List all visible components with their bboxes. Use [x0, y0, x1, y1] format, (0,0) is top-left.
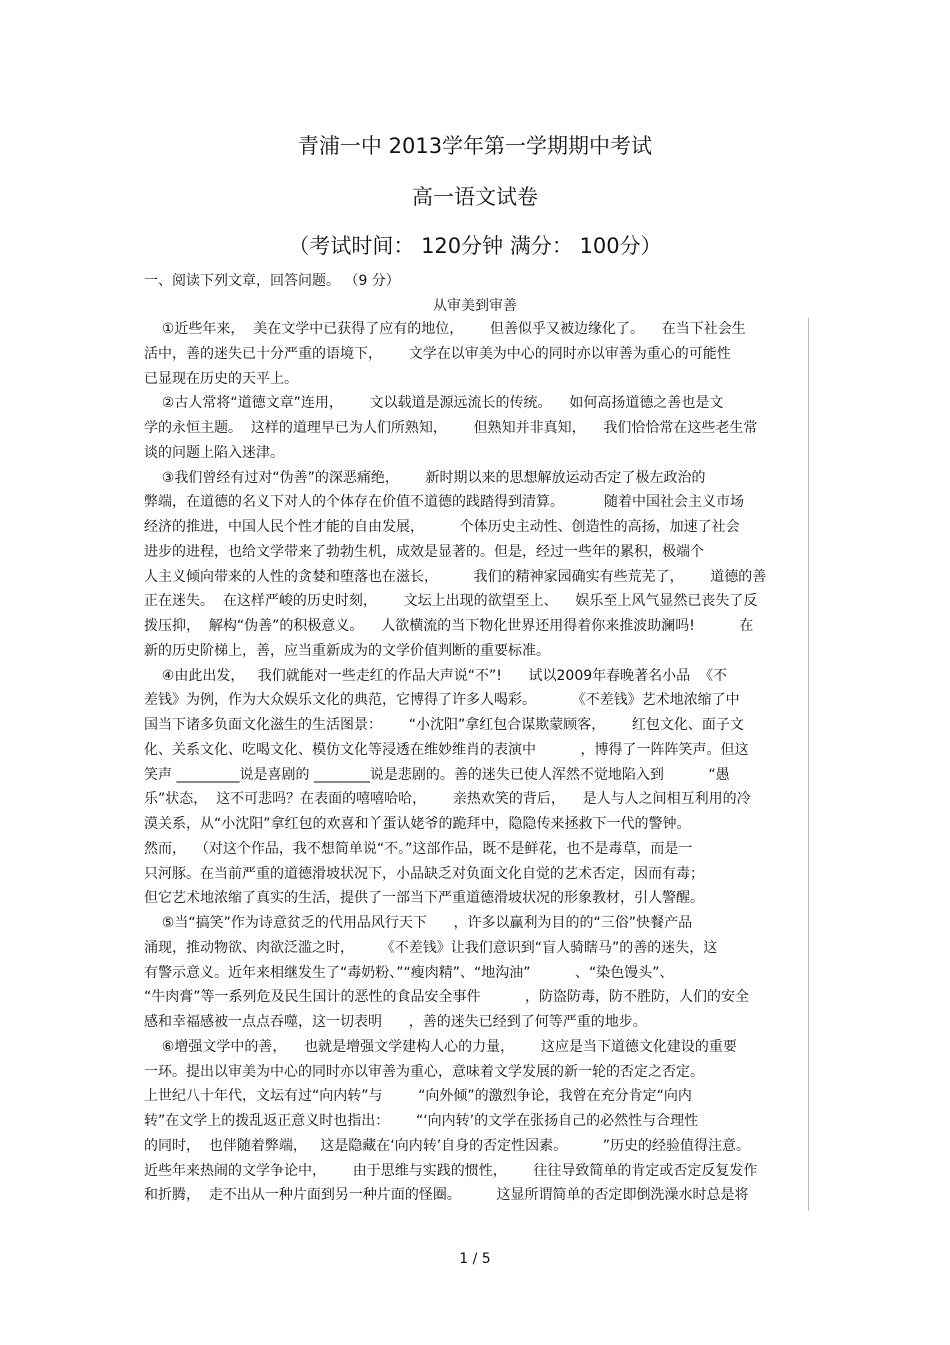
article-line: 近些年来热闹的文学争论中， 由于思维与实践的惯性， 往往导致简单的肯定或否定反复发作	[144, 1162, 758, 1179]
article-line: 已显现在历史的天平上。	[144, 370, 298, 387]
section-heading: 一、阅读下列文章，回答问题。 （9 分）	[144, 273, 400, 289]
article-line: 然而， （对这个作品，我不想简单说“不。”这部作品，既不是鲜花，也不是毒草，而是一	[144, 840, 693, 857]
article-line: 拨压抑， 解构“伪善”的积极意义。 人欲横流的当下物化世界还用得着你来推波助澜吗! 在	[144, 618, 754, 634]
article-line: 涌现，推动物欲、肉欲泛滥之时， 《不差钱》让我们意识到“盲人骑瞎马”的善的迷失，这	[144, 939, 718, 956]
article-line: 活中，善的迷失已十分严重的语境下， 文学在以审美为中心的同时亦以审善为重心的可能性	[144, 345, 731, 362]
article-line: ②古人常将“道德文章”连用， 文以载道是源远流长的传统。 如何高扬道德之善也是文	[144, 395, 724, 412]
article-line: ①近些年来， 美在文学中已获得了应有的地位， 但善似乎又被边缘化了。 在当下社会生	[144, 321, 746, 337]
article-line: 进步的进程，也给文学带来了勃勃生机，成效是显著的。但是，经过一些年的累积，极端个	[144, 543, 704, 560]
exam-title: 青浦一中 2013学年第一学期期中考试	[297, 134, 653, 158]
article-line: “牛肉膏”等一系列危及民生国计的恶性的食品安全事件 ，防盗防毒，防不胜防，人们的安全	[144, 989, 750, 1006]
article-line: 感和幸福感被一点点吞噬，这一切表明 ，善的迷失已经到了何等严重的地步。	[144, 1014, 647, 1030]
article-line: 新的历史阶梯上，善，应当重新成为的文学价值判断的重要标准。	[144, 642, 550, 659]
exam-info: （考试时间： 120分钟 满分： 100分）	[288, 234, 662, 258]
article-line: 和折腾， 走不出从一种片面到另一种片面的怪圈。 这显所谓简单的否定即倒洗澡水时总是将	[144, 1187, 749, 1204]
article-line: ④由此出发， 我们就能对一些走红的作品大声说“不”! 试以2009年春晚著名小品 《不	[144, 667, 728, 684]
article-line: 国当下诸多负面文化滋生的生活图景： “小沈阳”拿红包合谋欺蒙顾客， 红包文化、面子文	[144, 717, 744, 733]
article-line: ⑤当“搞笑”作为诗意贫乏的代用品风行天下 ，许多以赢利为目的的“三俗”快餐产品	[144, 915, 693, 931]
article-line: 一环。提出以审美为中心的同时亦以审善为重心，意味着文学发展的新一轮的否定之否定。	[144, 1063, 704, 1080]
article-line: 化、关系文化、吃喝文化、模仿文化等浸透在维妙维肖的表演中 ，博得了一阵阵笑声。但这	[144, 741, 749, 758]
article-line: 差钱》为例，作为大众娱乐文化的典范，它博得了许多人喝彩。 《不差钱》艺术地浓缩了中	[144, 692, 740, 709]
article-line: 漠关系，从“小沈阳”拿红包的欢喜和丫蛋认姥爷的跪拜中，隐隐传来拯救下一代的警钟。	[144, 816, 691, 832]
article-title: 从审美到审善	[433, 298, 517, 314]
article-line: 弊端，在道德的名义下对人的个体存在价值不道德的践踏得到清算。 随着中国社会主义市场	[144, 494, 745, 511]
article-line: ③我们曾经有过对“伪善”的深恶痛绝， 新时期以来的思想解放运动否定了极左政治的	[144, 469, 706, 486]
margin-rule	[808, 318, 809, 1211]
article-line: 经济的推进，中国人民个性才能的自由发展， 个体历史主动性、创造性的高扬，加速了社会	[144, 519, 740, 535]
exam-subtitle: 高一语文试卷	[412, 185, 538, 209]
article-line: 但它艺术地浓缩了真实的生活，提供了一部当下严重道德滑坡状况的形象教材，引人警醒。	[144, 890, 704, 907]
article-line: 谈的问题上陷入迷津。	[144, 444, 284, 461]
article-line: 有警示意义。近年来相继发生了“毒奶粉、”“瘦肉精”、“地沟油” 、“染色馒头”、	[144, 964, 674, 981]
article-line: 上世纪八十年代，文坛有过“向内转”与 “向外倾”的激烈争论，我曾在充分肯定“向内	[144, 1088, 692, 1105]
article-line: 人主义倾向带来的人性的贪婪和堕落也在滋长， 我们的精神家园确实有些荒芜了， 道德的善	[144, 568, 767, 585]
article-line: ⑥增强文学中的善， 也就是增强文学建构人心的力量， 这应是当下道德文化建设的重要	[144, 1038, 737, 1055]
article-line: 乐”状态， 这不可悲吗？在表面的嘻嘻哈哈， 亲热欢笑的背后， 是人与人之间相互利用的冷	[144, 791, 751, 808]
article-line: 只河豚。在当前严重的道德滑坡状况下，小品缺乏对负面文化自觉的艺术否定，因而有毒；	[144, 865, 704, 882]
article-line: 学的永恒主题。 这样的道理早已为人们所熟知， 但熟知并非真知， 我们恰恰常在这些老生常	[144, 420, 758, 436]
article-line: 转”在文学上的拨乱返正意义时也指出： “‘向内转’的文学在张扬自己的必然性与合理性	[144, 1113, 699, 1129]
article-line: 笑声 _________说是喜剧的 ________说是悲剧的。善的迷失已使人浑然不觉地陷入到 “愚	[144, 766, 730, 783]
article-line: 的同时， 也伴随着弊端， 这是隐藏在‘向内转’自身的否定性因素。 ”历史的经验值得注意。	[144, 1137, 751, 1154]
article-line: 正在迷失。 在这样严峻的历史时刻， 文坛上出现的欲望至上、 娱乐至上风气显然已丧失了反	[144, 593, 758, 610]
page-number: 1 / 5	[459, 1251, 491, 1267]
